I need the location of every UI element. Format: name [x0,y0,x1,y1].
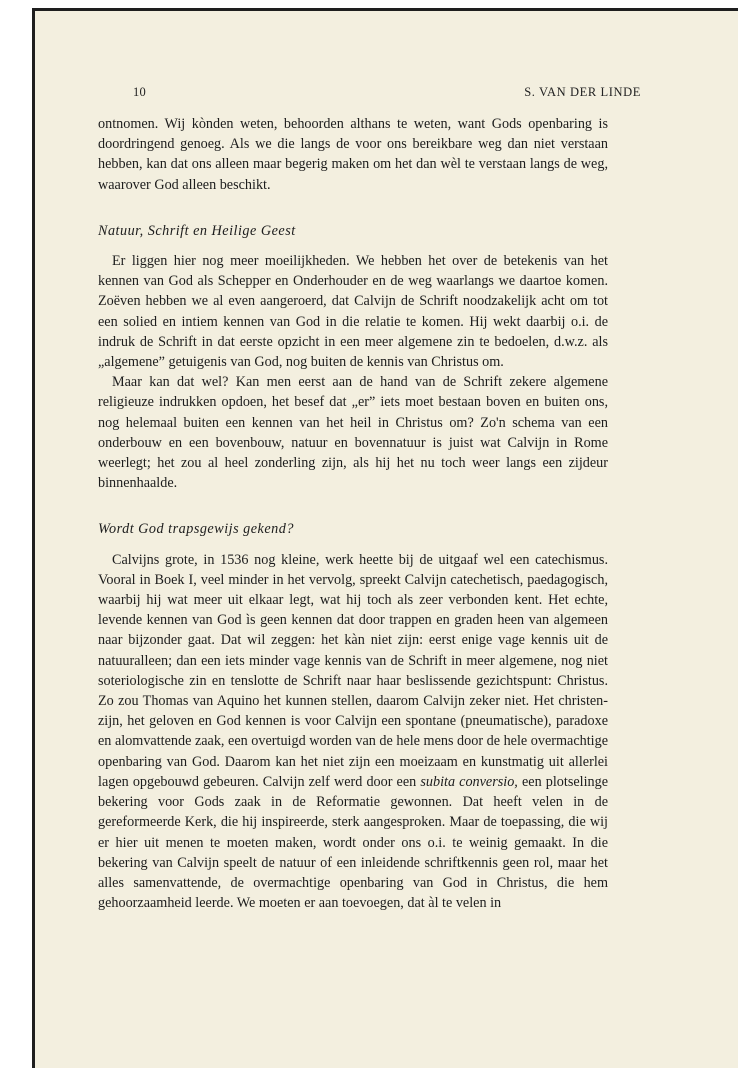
paragraph-s1-2: Maar kan dat wel? Kan men eerst aan de hand van de Schrift zekere algemene religieuze indrukken opdoen, het besef dat „er” iets moet bestaan boven en buiten ons, nog helemaal buiten een kennen van het heil in Christus om? Zo'n schema van een onderbouw en een bovenbouw, natuur en bovennatuur is juist wat Calvijn in Rome weerlegt; het zou al heel zonderling zijn, als hij het nu toch weer langs een zijdeur binnenhaalde. [98,374,608,492]
body-text [98,114,608,913]
paragraph-s2-1-part-a: Calvijns grote, in 1536 nog kleine, werk heette bij de uitgaaf wel een catechismus. Vooral in Boek I, veel minder in het vervolg, spreekt Calvijn catechetisch, paedagogisch, waarbij hij wat meer uit elkaar legt, wat hij toch als zeer verbonden kent. Het echte, levende kennen van God ìs geen kennen dat door trappen en graden heen van algemeen naar bijzonder gaat. Dat wil zeggen: het kàn niet zijn: eerst enige vage kennis uit de natuuralleen; dan een iets minder vage kennis van de Schrift in meer algemene, nog niet soteriologische zin en tenslotte de Schrift naar haar beslissende gezichtspunt: Christus. Zo zou Thomas van Aquino het kunnen stellen, daarom Calvijn zeker niet. Het christen-zijn, het geloven en God kennen is voor Calvijn een spontane (pneumatische), paradoxe en alomvattende zaak, een overtuigd worden van de hele mens door de hele overmachtige openbaring van God. Daarom kan het niet zijn een moeizaam en kunstmatig uit allerlei lagen opgebouwd gebeuren. Calvijn zelf werd door een [98,551,608,790]
section-heading-natuur: Natuur, Schrift en Heilige Geest [98,222,296,239]
paragraph-s1-1: Er liggen hier nog meer moeilijkheden. We hebben het over de betekenis van het kennen van God als Schepper en Onderhouder en de weg waarlangs we daartoe komen. Zoëven hebben we al even aangeroerd, dat Calvijn de Schrift noodzakelijk acht om tot een solied en intiem kennen van God in die relatie te komen. Hij wekt daarbij o.i. de indruk de Schrift in dat eerste opzicht in een meer algemene zin te bedoelen, d.w.z. als „algemene” getuigenis van God, nog buiten de kennis van Christus om. [98,253,608,371]
paragraph-s2-1 [98,550,608,914]
section-heading-trapsgewijs: Wordt God trapsgewijs gekend? [98,521,294,538]
running-head-author: S. VAN DER LINDE [524,85,641,99]
paragraph-intro: ontnomen. Wij kònden weten, behoorden althans te weten, want Gods openbaring is doordringend genoeg. Als we die langs de voor ons bereikbare weg dan niet verstaan hebben, kan dat ons alleen maar begerig maken om het dan wèl te verstaan langs de weg, waarover God alleen beschikt. [98,116,608,193]
paragraph-s2-1-part-b: een plotselinge bekering voor Gods zaak in de Reformatie gewonnen. Dat heeft velen in de gereformeerde Kerk, die hij inspireerde, sterk aangesproken. Maar de toepassing, die wij er hier uit menen te moeten maken, wordt onder ons o.i. te weinig gemaakt. In die bekering van Calvijn speelt de natuur of een inleidende schriftkennis geen rol, maar het alles samenvattende, de overmachtige openbaring van God in Christus, die hem gehoorzaamheid leerde. We moeten er aan toevoegen, dat àl te velen in [98,773,609,912]
latin-phrase: subita conversio, [420,773,518,790]
page-number: 10 [133,85,147,99]
